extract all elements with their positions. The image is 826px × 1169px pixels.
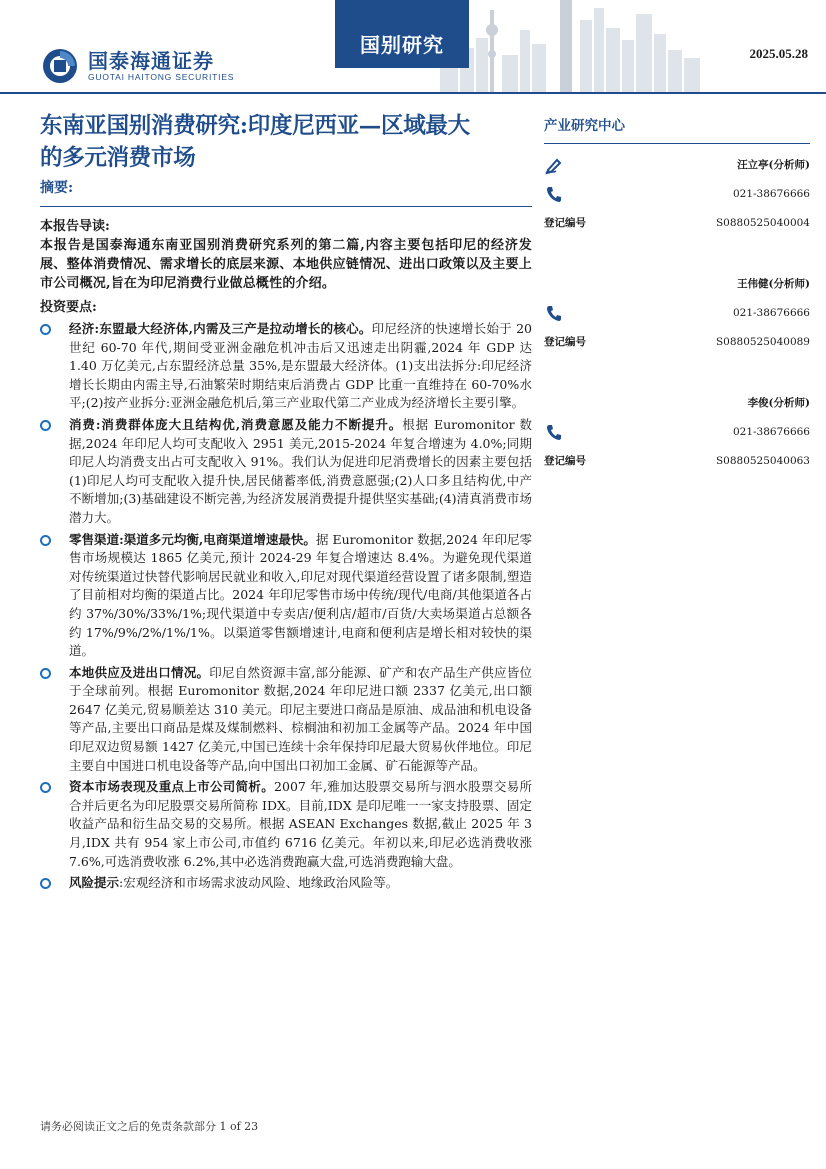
page-header (0, 0, 826, 96)
bullet-icon (40, 420, 51, 431)
bullet-icon (40, 782, 51, 793)
point-body: 根据 Euromonitor 数据,2024 年印尼人均可支配收入 2951 美元,2015-2024 年复合增速为 4.0%;同期印尼人均消费支出占可支配收入 91%。我们认为促进印尼消费增长的因素主要包括(1)印尼人均可支配收入提升快,居民储蓄率低,消费意愿强;(2)人口多且结构优,中产不断增加;(3)基础建设不断完善,为经济发展消费提升提供坚实基础;(4)清真消费市场潜力大。 (69, 416, 533, 525)
bullet-icon (40, 668, 51, 679)
header-divider (0, 92, 826, 94)
bullet-icon (40, 878, 51, 889)
phone-icon (544, 303, 564, 323)
analyst-name: 王伟健(分析师) (737, 278, 810, 290)
point-body: 2007 年,雅加达股票交易所与泗水股票交易所合并后更名为印尼股票交易所简称 IDX。目前,IDX 是印尼唯一一家支持股票、固定收益产品和衍生品交易的交易所。根据 ASEAN Exchanges 数据,截止 2025 年 3 月,IDX 共有 954 家上市公司,市值约 6716 亿美元。年初以来,印尼必选消费收涨 7.6%,可选消费收涨 6.2%,其中必选消费跑赢大盘,可选消费跑输大盘。 (69, 779, 532, 869)
point-heading: 经济:东盟最大经济体,内需及三产是拉动增长的核心。 (69, 321, 372, 336)
analyst-phone[interactable]: 021-38676666 (732, 306, 810, 319)
report-title-line-2: 的多元消费市场 (40, 145, 196, 171)
logo-mark-icon (40, 48, 80, 84)
registration-number: S0880525040004 (715, 216, 810, 229)
abstract-label: 摘要: (40, 180, 74, 196)
sidebar-divider (544, 143, 810, 144)
list-item (40, 531, 532, 661)
point-heading: 消费:消费群体庞大且结构优,消费意愿及能力不断提升。 (69, 416, 403, 432)
point-heading: 资本市场表现及重点上市公司简析。 (69, 779, 275, 795)
point-heading: 风险提示 (69, 875, 120, 891)
list-item (40, 664, 532, 776)
list-item (40, 874, 532, 893)
registration-number: S0880525040089 (715, 335, 810, 348)
logo-english-name: GUOTAI HAITONG SECURITIES (88, 71, 235, 82)
bullet-icon (40, 324, 51, 335)
registration-label: 登记编号 (544, 455, 586, 467)
bullet-icon (40, 535, 51, 546)
report-title (40, 110, 532, 174)
point-body: 印尼自然资源丰富,部分能源、矿产和农产品生产供应皆位于全球前列。根据 Euromonitor 数据,2024 年印尼进口额 2337 亿美元,出口额 2647 亿美元,贸易顺差达 310 美元。印尼主要进口商品是原油、成品油和机电设备等产品,主要出口商品是煤及煤制燃料、棕榈油和初加工金属等产品。2024 年中国印尼双边贸易额 1427 亿美元,中国已连续十余年保持印尼最大贸易伙伴地位。印尼主要自中国进口机电设备等产品,向中国出口初加工金属、矿石能源等产品。 (69, 664, 532, 773)
company-logo (40, 48, 234, 84)
analyst-card (544, 388, 810, 475)
point-body: 印尼经济的快速增长始于 20 世纪 60-70 年代,期间受亚洲金融危机冲击后又迅速走出阴霾,2024 年 GDP 达 1.40 万亿美元,占东盟经济总量 35%,是东盟最大经济体。(1)支出法拆分:印尼经济增长长期由内需主导,石油繁荣时期结束后消费占 GDP 比重一直维持在 60-70%水平;(2)按产业拆分:亚洲金融危机后,第三产业取代第二产业成为经济增长主要引擎。 (69, 321, 533, 411)
registration-number: S0880525040063 (715, 454, 810, 467)
list-item (40, 778, 532, 871)
report-type-tag: 国别研究 (335, 0, 469, 68)
guide-text: 本报告是国泰海通东南亚国别消费研究系列的第二篇,内容主要包括印尼的经济发展、整体消费情况、需求增长的底层来源、本地供应链情况、进出口政策以及主要上市公司概况,旨在为印尼消费行业做总概性的介绍。 (40, 238, 532, 291)
point-heading: 零售渠道:渠道多元均衡,电商渠道增速最快。 (69, 531, 316, 547)
research-center-title: 产业研究中心 (544, 118, 625, 134)
analyst-phone[interactable]: 021-38676666 (732, 425, 810, 438)
phone-icon (544, 422, 564, 442)
point-body: 据 Euromonitor 数据,2024 年印尼零售市场规模达 1865 亿美元,预计 2024-29 年复合增速达 8.4%。为避免现代渠道对传统渠道过快替代影响居民就业和收入,印尼对现代渠道经营设置了诸多限制,塑造了目前相对均衡的渠道占比。2024 年印尼零售市场中传统/现代/电商/其他渠道各占约 37%/30%/33%/1%;现代渠道中专卖店/便利店/超市/百货/大卖场渠道占总额各约 17%/9%/2%/1%/1%。以渠道零售额增速计,电商和便利店是增长相对较快的渠道。 (69, 531, 532, 659)
list-item (40, 416, 532, 528)
investment-points-list (40, 320, 532, 893)
analyst-name: 李俊(分析师) (747, 397, 810, 409)
city-skyline-image (440, 0, 700, 92)
point-body: :宏观经济和市场需求波动风险、地缘政治风险等。 (119, 875, 399, 891)
analyst-sidebar (544, 115, 810, 475)
list-item (40, 320, 532, 413)
logo-chinese-name: 国泰海通证券 (88, 48, 214, 73)
abstract-divider (40, 206, 532, 207)
analyst-card (544, 269, 810, 356)
point-heading: 本地供应及进出口情况。 (69, 664, 210, 680)
analyst-phone[interactable]: 021-38676666 (732, 187, 810, 200)
guide-label: 本报告导读: (40, 219, 110, 234)
analyst-card (544, 150, 810, 237)
report-date: 2025.05.28 (749, 46, 808, 61)
phone-icon (544, 184, 564, 204)
main-column (40, 110, 532, 896)
disclaimer-footer: 请务必阅读正文之后的免责条款部分 1 of 23 (40, 1120, 259, 1133)
registration-label: 登记编号 (544, 336, 586, 348)
pen-icon (544, 155, 564, 175)
investment-points-label: 投资要点: (40, 300, 97, 315)
registration-label: 登记编号 (544, 217, 586, 229)
report-title-line-1: 东南亚国别消费研究:印度尼西亚—区域最大 (40, 113, 470, 139)
analyst-name: 汪立亭(分析师) (737, 159, 810, 171)
